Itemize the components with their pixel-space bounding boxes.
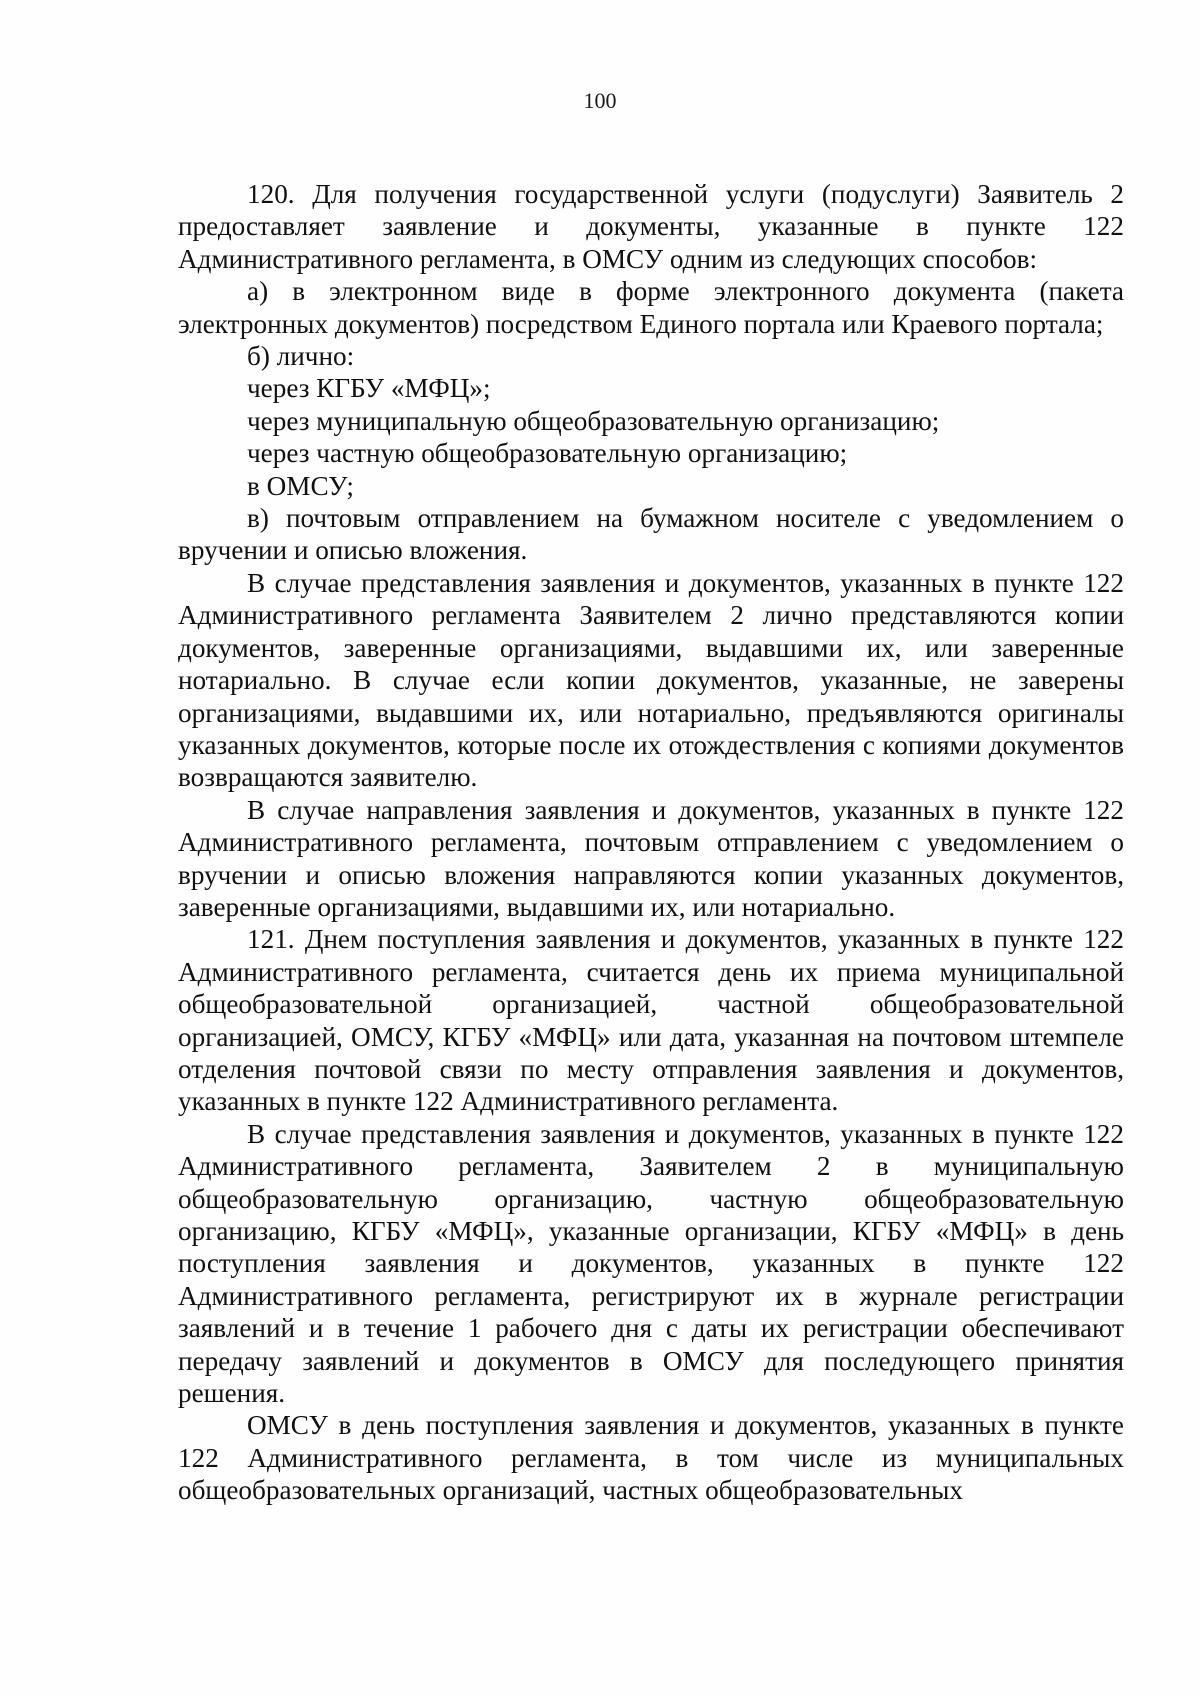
- list-item-municipal-org: через муниципальную общеобразовательную организацию;: [247, 405, 940, 436]
- paragraph-registration: В случае представления заявления и документов, указанных в пункте 122 Административного регламента, Заявителем 2 в муниципальную общеобразовательную организацию, частную общеобразовательную организацию, КГБУ «МФЦ», указанные организации, КГБУ «МФЦ» в день поступления заявления и документов, указанных в пункте 122 Административного регламента, регистрируют их в журнале регистрации заявлений и в течение 1 рабочего дня с даты их регистрации обеспечивают передачу заявлений и документов в ОМСУ для последующего принятия решения.: [178, 1118, 1124, 1409]
- paragraph-121: 121. Днем поступления заявления и документов, указанных в пункте 122 Административного регламента, считается день их приема муниципальной общеобразовательной организацией, частной общеобразовательной организацией, ОМСУ, КГБУ «МФЦ» или дата, указанная на почтовом штемпеле отделения почтовой связи по месту отправления заявления и документов, указанных в пункте 122 Административного регламента.: [178, 924, 1124, 1117]
- document-body: [178, 178, 1124, 1507]
- list-item-private-org: через частную общеобразовательную организацию;: [247, 438, 848, 469]
- paragraph-item-b: б) лично:: [247, 341, 355, 372]
- list-item-mfc: через КГБУ «МФЦ»;: [247, 373, 491, 404]
- paragraph-item-a: а) в электронном виде в форме электронного документа (пакета электронных документов) посредством Единого портала или Краевого портала;: [178, 276, 1124, 339]
- paragraph-omsu: ОМСУ в день поступления заявления и документов, указанных в пункте 122 Административного регламента, в том числе из муниципальных общеобразовательных организаций, частных общеобразовательных: [178, 1410, 1124, 1506]
- paragraph-personal-submission: В случае представления заявления и документов, указанных в пункте 122 Административного регламента Заявителем 2 лично представляются копии документов, заверенные организациями, выдавшими их, или заверенные нотариально. В случае если копии документов, указанные, не заверены организациями, выдавшими их, или нотариально, предъявляются оригиналы указанных документов, которые после их отождествления с копиями документов возвращаются заявителю.: [178, 567, 1124, 793]
- paragraph-120: 120. Для получения государственной услуги (подуслуги) Заявитель 2 предоставляет заявление и документы, указанные в пункте 122 Административного регламента, в ОМСУ одним из следующих способов:: [178, 179, 1124, 274]
- page-number: 100: [583, 88, 617, 113]
- list-item-omsu: в ОМСУ;: [247, 470, 354, 501]
- paragraph-item-v: в) почтовым отправлением на бумажном носителе с уведомлением о вручении и описью вложения.: [178, 503, 1124, 566]
- paragraph-postal-submission: В случае направления заявления и документов, указанных в пункте 122 Административного регламента, почтовым отправлением с уведомлением о вручении и описью вложения направляются копии указанных документов, заверенные организациями, выдавшими их, или нотариально.: [178, 794, 1124, 922]
